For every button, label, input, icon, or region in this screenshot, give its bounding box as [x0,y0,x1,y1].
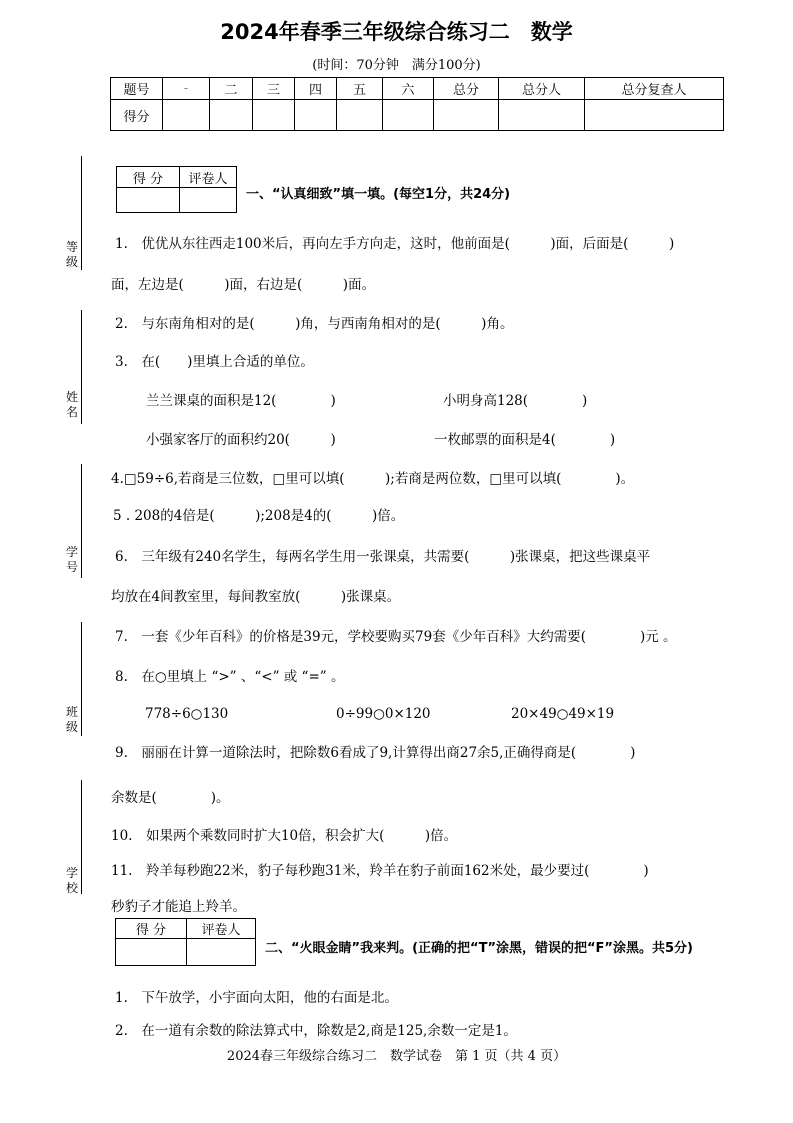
margin-line [81,622,82,736]
margin-line [81,156,82,270]
question-line: 8. 在○里填上 “>” 、“<” 或 “=” 。 [115,669,345,685]
question-line: 秒豹子才能追上羚羊。 [111,899,246,915]
score-cell[interactable] [499,100,585,131]
score-cell[interactable] [434,100,499,131]
question-line: 778÷6○130 [145,706,229,722]
question-line: 5 . 208的4倍是( );208是4的( )倍。 [113,508,405,524]
question-line: 余数是( )。 [111,790,230,806]
question-line: 小强家客厅的面积约20( ) [146,432,336,448]
question-line: 7. 一套《少年百科》的价格是39元，学校要购买79套《少年百科》大约需要( )元 。 [115,629,677,645]
grader-name-cell[interactable] [187,939,256,966]
margin-line [81,310,82,424]
grader-score-label: 得 分 [116,919,187,939]
score-cell[interactable] [295,100,337,131]
page-footer: 2024春三年级综合练习二 数学试卷 第 1 页（共 4 页） [226,1049,567,1064]
margin-label-school: 学校 [65,866,78,895]
margin-label-name: 姓名 [65,390,78,419]
grader-score-label: 得 分 [117,167,180,188]
question-line: 兰兰课桌的面积是12( ) [146,393,336,409]
grader-name-cell[interactable] [180,188,237,213]
question-line: 1. 优优从东往西走100米后，再向左手方向走，这时，他前面是( )面，后面是( ) [115,236,675,252]
grader-box [116,166,237,213]
page-title: 2024年春季三年级综合练习二 数学 [220,20,573,44]
grader-score-cell[interactable] [117,188,180,213]
question-line: 11. 羚羊每秒跑22米，豹子每秒跑31米，羚羊在豹子前面162米处，最少要过( ) [111,863,649,879]
margin-line [81,780,82,894]
question-line: 均放在4间教室里，每间教室放( )张课桌。 [111,589,401,605]
score-header-cell: - [163,78,210,100]
question-line: 2. 在一道有余数的除法算式中，除数是2,商是125,余数一定是1。 [115,1023,517,1039]
score-header-cell: 总分复查人 [585,78,724,100]
score-header-cell: 总分 [434,78,499,100]
score-cell[interactable] [585,100,724,131]
score-cell[interactable] [210,100,253,131]
score-table [110,77,724,131]
score-cell[interactable] [163,100,210,131]
score-header-cell: 三 [253,78,295,100]
question-line: 0÷99○0×120 [336,706,431,722]
margin-line [81,464,82,578]
score-header-cell: 四 [295,78,337,100]
question-line: 小明身高128( ) [443,393,588,409]
margin-label-grade: 等级 [65,240,78,269]
score-cell[interactable] [337,100,383,131]
score-cell[interactable] [253,100,295,131]
question-line: 2. 与东南角相对的是( )角，与西南角相对的是( )角。 [115,316,514,332]
section-1-heading: 一、“认真细致”填一填。(每空1分，共24分) [246,187,511,202]
grader-name-label: 评卷人 [180,167,237,188]
section-2-heading: 二、“火眼金睛”我来判。(正确的把“T”涂黑，错误的把“F”涂黑。共5分) [265,941,693,956]
question-line: 6. 三年级有240名学生，每两名学生用一张课桌，共需要( )张课桌，把这些课桌平 [115,549,651,565]
margin-label-student-id: 学号 [65,545,78,574]
question-line: 4.□59÷6,若商是三位数，□里可以填( );若商是两位数，□里可以填( )。 [111,471,635,487]
score-header-cell: 六 [383,78,434,100]
question-line: 3. 在( )里填上合适的单位。 [115,354,314,370]
question-line: 面，左边是( )面，右边是( )面。 [111,277,376,293]
score-header-cell: 二 [210,78,253,100]
margin-label-class: 班级 [65,705,78,734]
grader-box [115,918,256,966]
question-line: 9. 丽丽在计算一道除法时，把除数6看成了9,计算得出商27余5,正确得商是( ) [115,745,636,761]
score-header-cell: 题号 [111,78,163,100]
question-line: 20×49○49×19 [511,706,615,722]
question-line: 一枚邮票的面积是4( ) [434,432,616,448]
grader-score-cell[interactable] [116,939,187,966]
grader-name-label: 评卷人 [187,919,256,939]
score-header-cell: 总分人 [499,78,585,100]
question-line: 1. 下午放学，小宇面向太阳，他的右面是北。 [115,990,398,1006]
question-line: 10. 如果两个乘数同时扩大10倍，积会扩大( )倍。 [111,828,458,844]
score-header-cell: 五 [337,78,383,100]
score-row-label: 得分 [111,100,163,131]
exam-info: (时间：70分钟 满分100分) [312,58,481,73]
score-cell[interactable] [383,100,434,131]
